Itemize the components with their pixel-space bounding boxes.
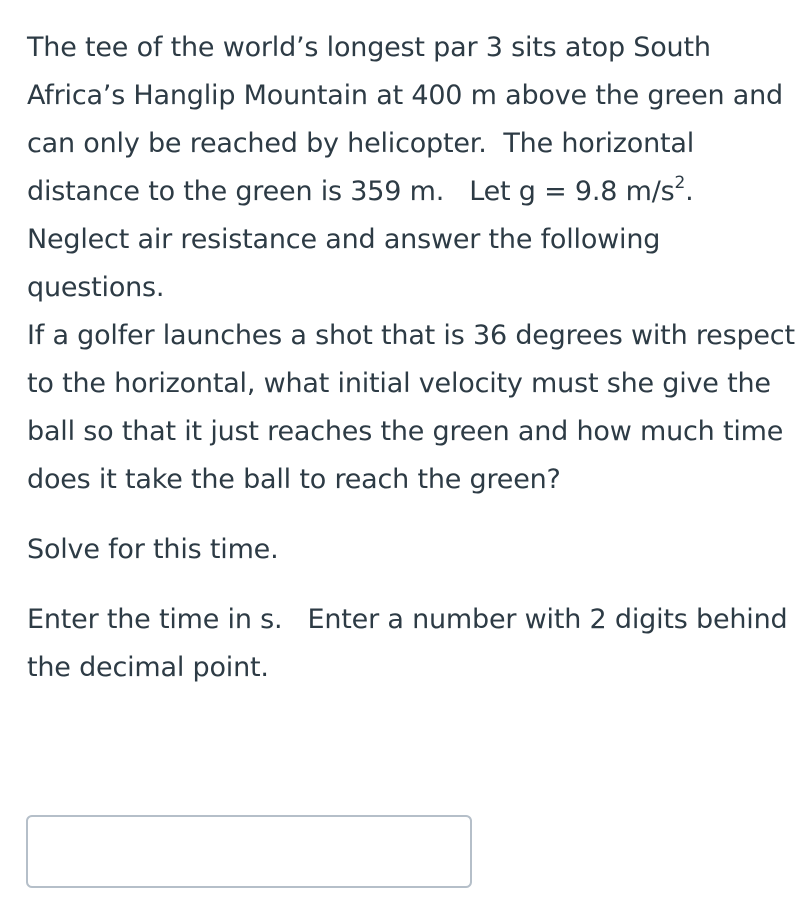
- problem-statement: [27, 24, 797, 216]
- problem-intro: The tee of the world’s longest par 3 sits atop South Africa’s Hanglip Mountain at 400 m above the green and can only be reached by helicopter. The horizontal distance to the green is 359 m. Let g = 9.8 m/s: [27, 32, 783, 207]
- answer-format-instruction: Enter the time in s. Enter a number with 2 digits behind the decimal point.: [27, 604, 788, 683]
- question-prompt: If a golfer launches a shot that is 36 degrees with respect to the horizontal, what initial velocity must she give the ball so that it just reaches the green and how much time does it take the ball to reach the green?: [27, 320, 795, 495]
- problem-intro-end: .: [685, 176, 694, 207]
- question-text: [27, 24, 797, 692]
- solve-instruction: Solve for this time.: [27, 534, 279, 565]
- exponent: 2: [674, 173, 686, 193]
- paragraph-gap: [27, 504, 797, 526]
- paragraph-gap: [27, 574, 797, 596]
- neglect-air-resistance-line: Neglect air resistance and answer the following questions.: [27, 224, 661, 303]
- answer-input[interactable]: [26, 815, 472, 888]
